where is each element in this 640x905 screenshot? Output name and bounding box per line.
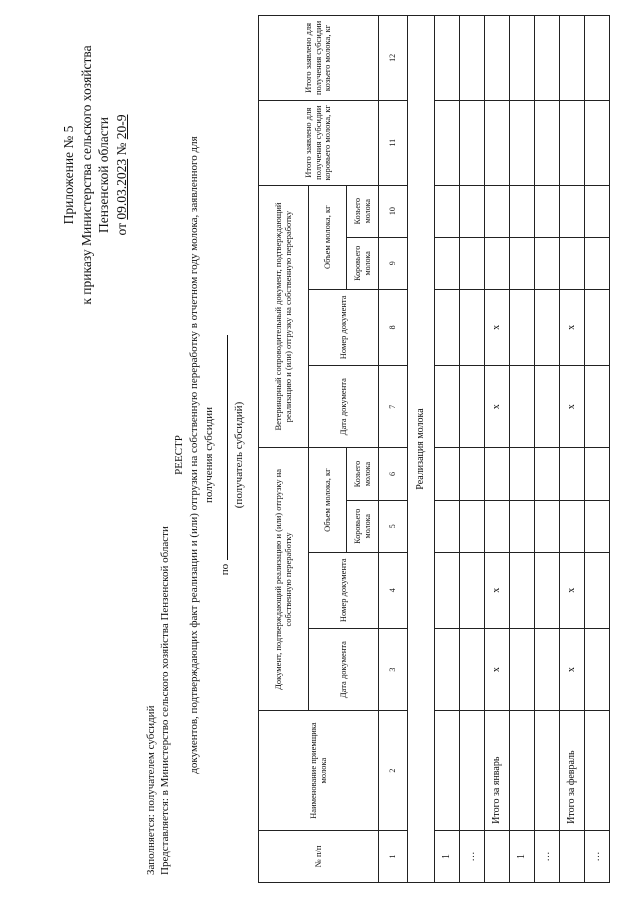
header-vet-goat: Козьего молока — [347, 185, 379, 237]
table-cell — [510, 500, 535, 552]
table-cell — [510, 365, 535, 448]
buyer-name-cell — [510, 711, 535, 831]
table-cell — [535, 628, 560, 711]
header-volume: Объем молока, кг — [309, 448, 347, 552]
filled-by-text: Заполняется: получателем субсидий — [145, 705, 157, 875]
registry-table — [258, 15, 610, 883]
row-number-cell: … — [535, 830, 560, 882]
table-cell — [510, 448, 535, 500]
table-cell — [560, 237, 585, 289]
appendix-title: Приложение № 5 — [61, 125, 76, 225]
table-cell — [460, 16, 485, 101]
table-cell — [535, 100, 560, 185]
section-row — [408, 16, 435, 883]
table-row — [585, 16, 610, 883]
table-cell: х — [485, 365, 510, 448]
row-number-cell — [485, 830, 510, 882]
table-cell: х — [560, 628, 585, 711]
table-cell — [435, 16, 460, 101]
table-cell — [485, 500, 510, 552]
table-row — [560, 16, 585, 883]
table-cell — [435, 500, 460, 552]
header-num: № п/п — [259, 830, 379, 882]
table-cell — [585, 237, 610, 289]
appendix-date-line — [113, 15, 131, 335]
appendix-region-line: Пензенской области — [96, 117, 112, 233]
row-number-cell: … — [460, 830, 485, 882]
table-cell — [460, 500, 485, 552]
po-label: по — [218, 563, 231, 576]
header-vet-group: Ветеринарный сопроводительный документ, подтверждающий реализацию и (или) отгрузку на собственную переработку — [259, 185, 309, 448]
section-title: Реализация молока — [408, 16, 435, 883]
registry-subtitle-1: документов, подтверждающих факт реализации и (или) отгрузки на собственную переработку в отчетном году молока, заявленного для — [187, 136, 200, 774]
order-number: 20-9 — [113, 114, 129, 140]
table-cell — [460, 365, 485, 448]
header-total-goat: Итого заявлено для получения субсидии козьего молока, кг — [259, 16, 379, 101]
column-number-cell: 12 — [379, 16, 408, 101]
table-cell — [535, 289, 560, 365]
table-cell — [485, 237, 510, 289]
column-number-cell: 3 — [379, 628, 408, 711]
table-cell — [510, 289, 535, 365]
table-cell — [435, 185, 460, 237]
buyer-name-cell — [585, 711, 610, 831]
table-cell — [510, 100, 535, 185]
table-cell — [435, 448, 460, 500]
header-doc-group: Документ, подтверждающий реализацию и (или) отгрузку на собственную переработку — [259, 448, 309, 711]
header-buyer: Наименование приемщика молока — [259, 711, 379, 831]
column-number-cell: 1 — [379, 830, 408, 882]
column-number-cell: 8 — [379, 289, 408, 365]
registry-heading — [172, 45, 247, 865]
order-date: 09.03.2023 — [113, 158, 129, 220]
table-cell — [435, 552, 460, 628]
table-cell — [460, 185, 485, 237]
table-cell: х — [560, 552, 585, 628]
table-cell — [460, 628, 485, 711]
table-row — [460, 16, 485, 883]
number-prefix: № — [113, 139, 129, 159]
table-cell — [485, 448, 510, 500]
header-vet-date: Дата документа — [309, 365, 379, 448]
column-number-cell: 10 — [379, 185, 408, 237]
table-cell — [535, 365, 560, 448]
table-cell — [460, 289, 485, 365]
column-number-cell: 7 — [379, 365, 408, 448]
column-number-cell: 11 — [379, 100, 408, 185]
table-row — [510, 16, 535, 883]
table-cell — [560, 16, 585, 101]
column-number-cell: 4 — [379, 552, 408, 628]
header-vet-volume: Объем молока, кг — [309, 185, 347, 289]
table-cell — [560, 185, 585, 237]
table-cell — [535, 500, 560, 552]
table-cell — [460, 448, 485, 500]
header-doc-date: Дата документа — [309, 628, 379, 711]
table-cell — [560, 448, 585, 500]
recipient-caption: (получатель субсидий) — [233, 401, 246, 509]
table-cell — [535, 16, 560, 101]
row-number-cell — [560, 830, 585, 882]
table-cell — [585, 365, 610, 448]
table-cell — [560, 500, 585, 552]
header-row-1 — [259, 16, 309, 883]
table-cell: х — [485, 289, 510, 365]
table-cell: х — [560, 289, 585, 365]
row-number-cell: … — [585, 830, 610, 882]
table-cell: х — [560, 365, 585, 448]
table-cell: х — [485, 552, 510, 628]
table-cell — [435, 237, 460, 289]
table-cell — [585, 185, 610, 237]
registry-subtitle-2: получения субсидии — [202, 406, 215, 504]
table-cell — [585, 16, 610, 101]
table-cell — [460, 237, 485, 289]
buyer-name-cell — [535, 711, 560, 831]
recipient-blank-line — [217, 335, 228, 560]
table-cell — [435, 628, 460, 711]
column-number-cell: 2 — [379, 711, 408, 831]
column-number-cell: 5 — [379, 500, 408, 552]
table-cell — [435, 365, 460, 448]
table-body — [435, 16, 610, 883]
table-cell — [510, 237, 535, 289]
table-cell — [535, 185, 560, 237]
table-cell — [485, 185, 510, 237]
buyer-name-cell: Итого за февраль — [560, 711, 585, 831]
fill-info — [145, 526, 173, 875]
header-total-cow: Итого заявлено для получения субсидии коровьего молока, кг — [259, 100, 379, 185]
column-number-cell: 9 — [379, 237, 408, 289]
header-vet-number: Номер документа — [309, 289, 379, 365]
appendix-order-line: к приказу Министерства сельского хозяйства — [78, 45, 94, 305]
column-numbers-row — [379, 16, 408, 883]
table-cell — [460, 100, 485, 185]
table-row — [485, 16, 510, 883]
table-cell — [585, 448, 610, 500]
table-cell — [585, 100, 610, 185]
appendix-header — [60, 15, 130, 335]
buyer-name-cell: Итого за январь — [485, 711, 510, 831]
table-cell — [460, 552, 485, 628]
table-cell: х — [485, 628, 510, 711]
buyer-name-cell — [435, 711, 460, 831]
row-number-cell: 1 — [435, 830, 460, 882]
header-cow: Коровьего молока — [347, 500, 379, 552]
header-doc-number: Номер документа — [309, 552, 379, 628]
table-cell — [535, 448, 560, 500]
recipient-line — [217, 45, 233, 865]
submitted-to-text: Представляется: в Министерство сельского хозяйства Пензенской области — [158, 526, 171, 875]
table-cell — [510, 185, 535, 237]
date-prefix: от — [113, 219, 129, 236]
table-cell — [535, 237, 560, 289]
header-vet-cow: Коровьего молока — [347, 237, 379, 289]
table-cell — [585, 628, 610, 711]
row-number-cell: 1 — [510, 830, 535, 882]
table-row — [435, 16, 460, 883]
table-cell — [585, 500, 610, 552]
table-cell — [535, 552, 560, 628]
table-cell — [510, 552, 535, 628]
table-cell — [485, 16, 510, 101]
table-cell — [510, 628, 535, 711]
column-number-cell: 6 — [379, 448, 408, 500]
table-cell — [585, 289, 610, 365]
table-cell — [510, 16, 535, 101]
registry-title: РЕЕСТР — [173, 435, 185, 475]
table-cell — [435, 289, 460, 365]
table-row — [535, 16, 560, 883]
table-cell — [485, 100, 510, 185]
table-cell — [560, 100, 585, 185]
table-cell — [435, 100, 460, 185]
header-goat: Козьего молока — [347, 448, 379, 500]
buyer-name-cell — [460, 711, 485, 831]
table-cell — [585, 552, 610, 628]
